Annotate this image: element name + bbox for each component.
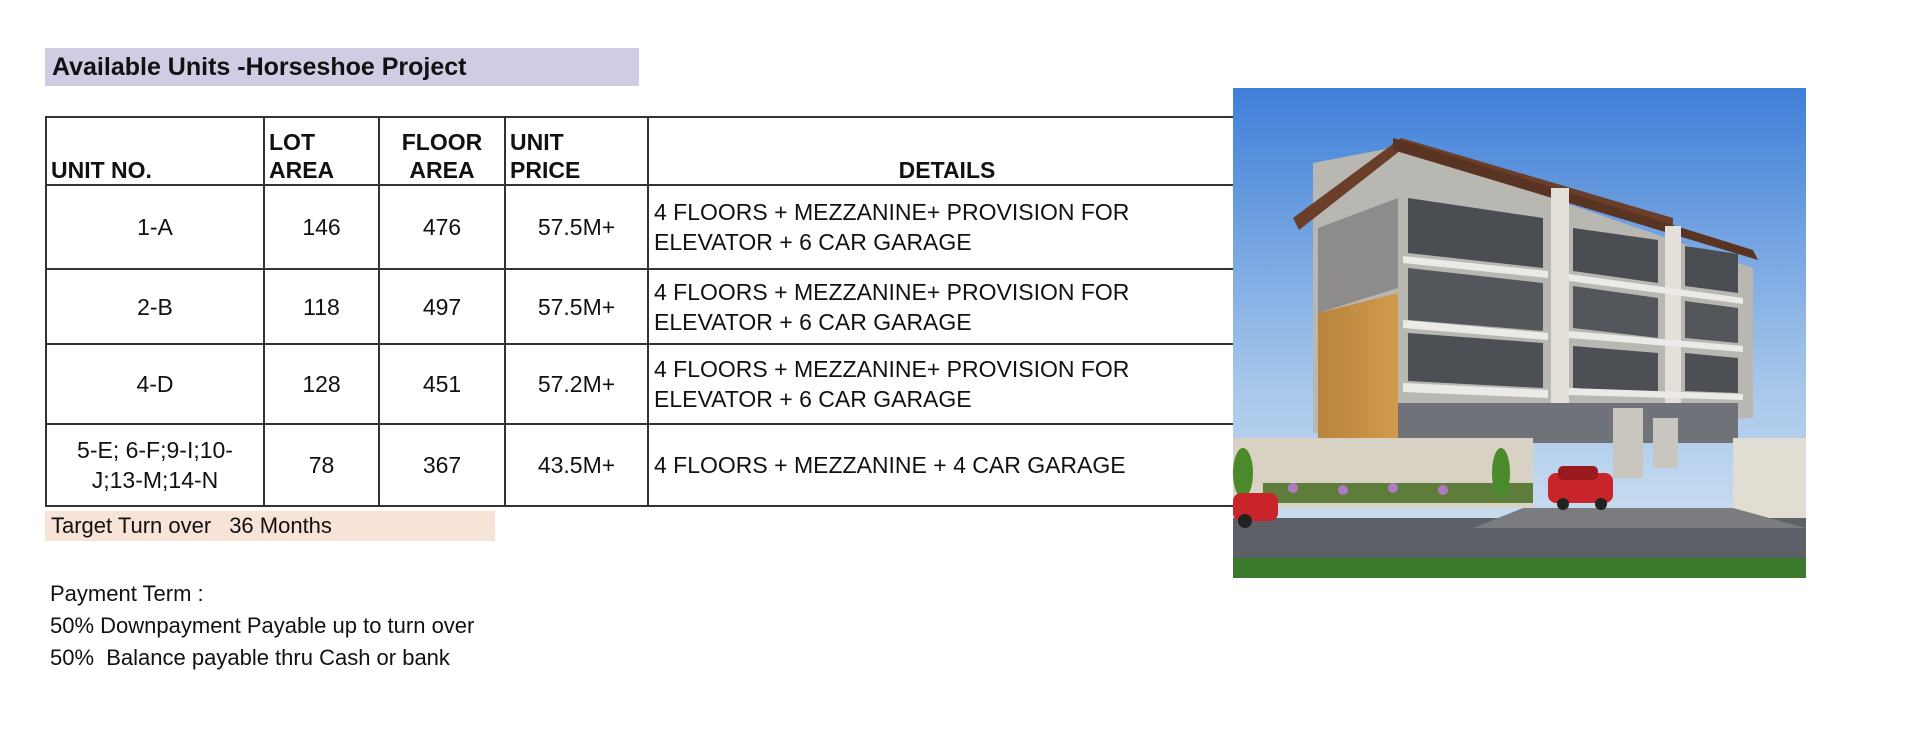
unit-price-cell: 57.2M+ xyxy=(505,344,648,424)
unit-no-cell: 2-B xyxy=(46,269,264,344)
lot-area-cell: 118 xyxy=(264,269,379,344)
payment-line-balance: 50% Balance payable thru Cash or bank xyxy=(50,645,450,670)
lot-area-cell: 146 xyxy=(264,185,379,269)
header-details: DETAILS xyxy=(648,117,1246,185)
header-floor-area: FLOOR AREA xyxy=(379,117,505,185)
unit-no-cell: 5-E; 6-F;9-I;10- J;13-M;14-N xyxy=(46,424,264,506)
details-cell: 4 FLOORS + MEZZANINE+ PROVISION FOR ELEVATOR + 6 CAR GARAGE xyxy=(648,344,1246,424)
lot-area-cell: 78 xyxy=(264,424,379,506)
payment-heading: Payment Term : xyxy=(50,581,204,606)
details-cell: 4 FLOORS + MEZZANINE+ PROVISION FOR ELEVATOR + 6 CAR GARAGE xyxy=(648,269,1246,344)
lot-area-cell: 128 xyxy=(264,344,379,424)
table-row xyxy=(46,344,1246,424)
payment-terms xyxy=(50,578,474,674)
header-unit-price: UNIT PRICE xyxy=(505,117,648,185)
unit-price-cell: 57.5M+ xyxy=(505,269,648,344)
floor-area-cell: 476 xyxy=(379,185,505,269)
table-header-row xyxy=(46,117,1246,185)
header-lot-area: LOT AREA xyxy=(264,117,379,185)
target-turnover-note xyxy=(45,511,495,541)
table-row xyxy=(46,269,1246,344)
payment-line-downpayment: 50% Downpayment Payable up to turn over xyxy=(50,613,475,638)
building-rendering-image xyxy=(1233,88,1806,578)
floor-area-cell: 497 xyxy=(379,269,505,344)
unit-no-cell: 1-A xyxy=(46,185,264,269)
details-cell: 4 FLOORS + MEZZANINE + 4 CAR GARAGE xyxy=(648,424,1246,506)
header-unit-no: UNIT NO. xyxy=(46,117,264,185)
floor-area-cell: 451 xyxy=(379,344,505,424)
page-title: Available Units -Horseshoe Project xyxy=(45,48,639,86)
unit-price-cell: 57.5M+ xyxy=(505,185,648,269)
unit-no-cell: 4-D xyxy=(46,344,264,424)
turnover-value: 36 Months xyxy=(229,513,332,538)
details-cell: 4 FLOORS + MEZZANINE+ PROVISION FOR ELEVATOR + 6 CAR GARAGE xyxy=(648,185,1246,269)
table-row xyxy=(46,185,1246,269)
units-table xyxy=(45,116,1247,507)
unit-price-cell: 43.5M+ xyxy=(505,424,648,506)
table-row xyxy=(46,424,1246,506)
floor-area-cell: 367 xyxy=(379,424,505,506)
turnover-label: Target Turn over xyxy=(51,513,212,538)
